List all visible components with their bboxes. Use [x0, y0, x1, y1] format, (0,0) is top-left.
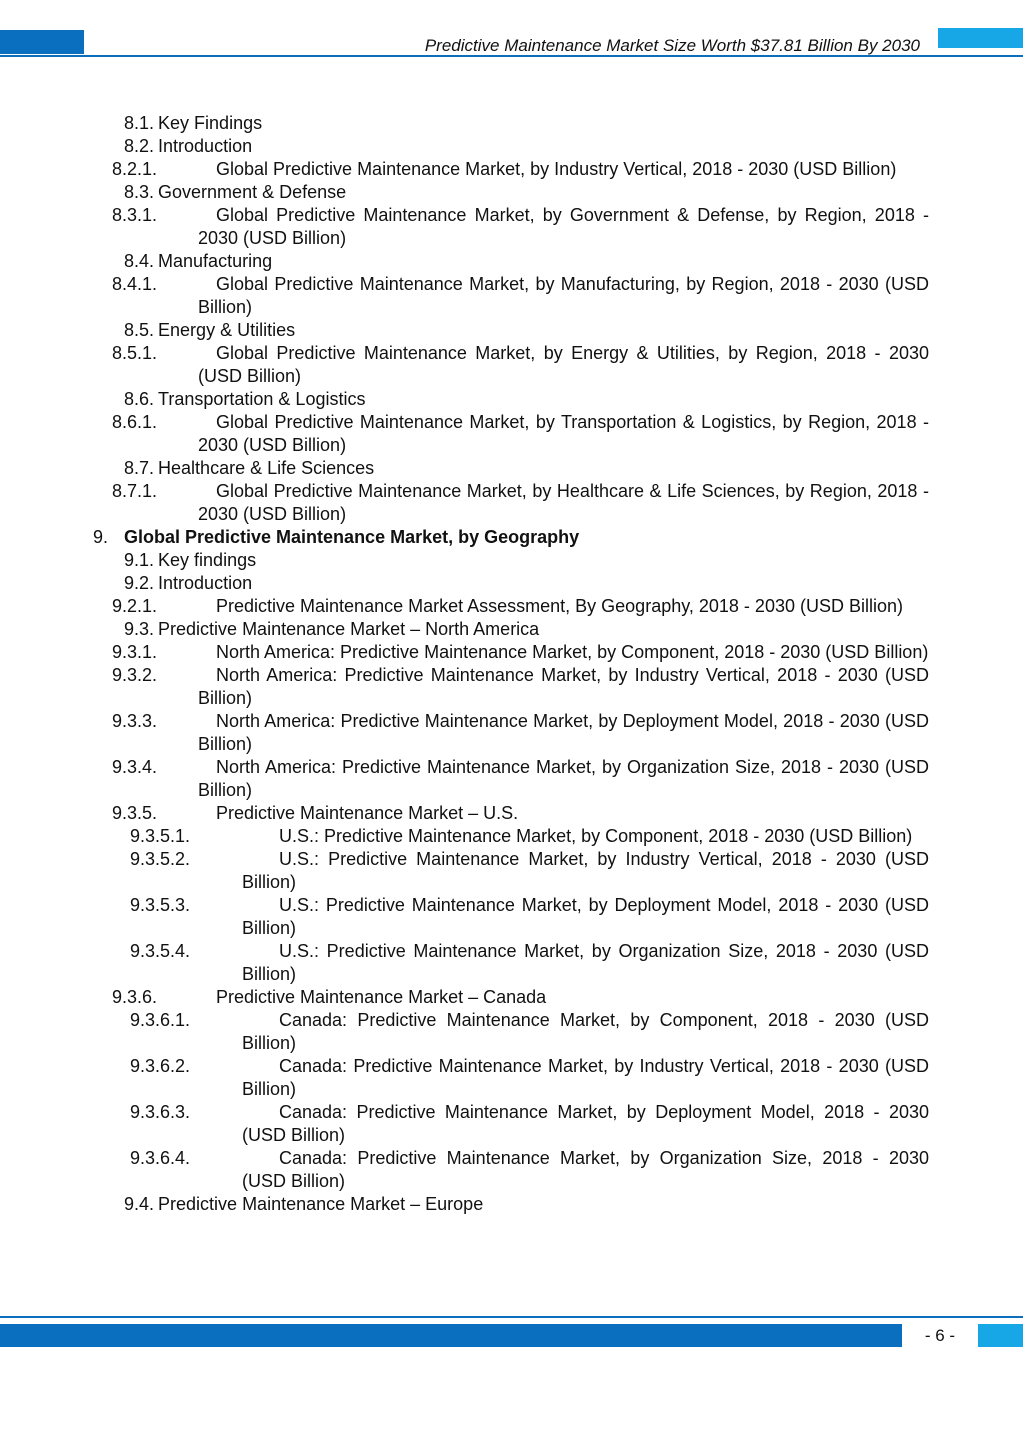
toc-entry-title: Predictive Maintenance Market – North America — [158, 619, 540, 639]
toc-entry-number: 8.3.1. — [112, 205, 158, 225]
toc-entry — [0, 181, 1023, 204]
toc-entry — [0, 572, 1023, 595]
toc-entry-title: Canada: Predictive Maintenance Market, by Industry Vertical, 2018 - 2030 (USD Billion) — [242, 1056, 929, 1099]
toc-entry — [0, 986, 1023, 1009]
toc-entry — [0, 342, 1023, 388]
toc-entry-title: North America: Predictive Maintenance Market, by Deployment Model, 2018 - 2030 (USD Billion) — [198, 711, 929, 754]
toc-entry-number: 8.2.1. — [112, 159, 158, 179]
toc-entry-number: 8.4. — [124, 251, 155, 271]
toc-entry-number: 9.3.5.2. — [130, 849, 191, 869]
toc-entry — [0, 641, 1023, 664]
toc-entry-title: Canada: Predictive Maintenance Market, by Deployment Model, 2018 - 2030 (USD Billion) — [242, 1102, 929, 1145]
toc-entry-title: Introduction — [158, 573, 253, 593]
toc-entry-title: Predictive Maintenance Market Assessment, By Geography, 2018 - 2030 (USD Billion) — [216, 596, 903, 616]
toc-entry-title: Global Predictive Maintenance Market, by Energy & Utilities, by Region, 2018 - 2030 (USD Billion) — [198, 343, 929, 386]
toc-entry-number: 9.3.5. — [112, 803, 158, 823]
toc-entry-title: U.S.: Predictive Maintenance Market, by Industry Vertical, 2018 - 2030 (USD Billion) — [242, 849, 929, 892]
toc-entry — [0, 1055, 1023, 1101]
toc-entry-number: 9.3.2. — [112, 665, 158, 685]
page-number: - 6 - — [924, 1326, 956, 1345]
toc-entry-number: 8.6. — [124, 389, 155, 409]
toc-entry — [0, 480, 1023, 526]
toc-entry-title: U.S.: Predictive Maintenance Market, by Deployment Model, 2018 - 2030 (USD Billion) — [242, 895, 929, 938]
toc-entry-title: Global Predictive Maintenance Market, by Transportation & Logistics, by Region, 2018 - 2030 (USD Billion) — [198, 412, 929, 455]
toc-entry-number: 9. — [93, 527, 109, 547]
toc-entry-number: 9.3.6.4. — [130, 1148, 191, 1168]
toc-entry-title: Predictive Maintenance Market – Europe — [158, 1194, 484, 1214]
toc-entry-number: 9.3.1. — [112, 642, 158, 662]
toc-entry — [0, 825, 1023, 848]
toc-entry — [0, 273, 1023, 319]
header-accent-left — [0, 30, 84, 54]
toc-entry-number: 9.2.1. — [112, 596, 158, 616]
toc-entry-title: Global Predictive Maintenance Market, by Government & Defense, by Region, 2018 - 2030 (USD Billion) — [198, 205, 929, 248]
toc-entry-title: Transportation & Logistics — [158, 389, 366, 409]
toc-entry-title: Canada: Predictive Maintenance Market, by Organization Size, 2018 - 2030 (USD Billion) — [242, 1148, 929, 1191]
toc-entry — [0, 802, 1023, 825]
toc-entry — [0, 756, 1023, 802]
toc-entry-number: 8.4.1. — [112, 274, 158, 294]
table-of-contents — [0, 112, 1023, 1216]
toc-entry-number: 9.1. — [124, 550, 155, 570]
toc-entry — [0, 848, 1023, 894]
toc-entry-number: 9.3.6.3. — [130, 1102, 191, 1122]
toc-entry — [0, 457, 1023, 480]
toc-entry-number: 9.3.3. — [112, 711, 158, 731]
toc-entry — [0, 135, 1023, 158]
footer-accent-bar — [0, 1324, 902, 1347]
toc-entry-title: Introduction — [158, 136, 253, 156]
header-accent-right — [938, 28, 1023, 48]
toc-entry-title: Global Predictive Maintenance Market, by Geography — [124, 527, 580, 547]
toc-entry-number: 8.7. — [124, 458, 155, 478]
toc-entry-title: Global Predictive Maintenance Market, by Industry Vertical, 2018 - 2030 (USD Billion) — [216, 159, 897, 179]
toc-entry — [0, 319, 1023, 342]
header-rule — [0, 55, 1023, 57]
toc-entry-number: 8.1. — [124, 113, 155, 133]
toc-entry-number: 9.3.5.3. — [130, 895, 191, 915]
footer-rule — [0, 1316, 1023, 1318]
toc-entry-number: 9.3. — [124, 619, 155, 639]
toc-entry-number: 9.3.6. — [112, 987, 158, 1007]
toc-entry-title: North America: Predictive Maintenance Market, by Component, 2018 - 2030 (USD Billion) — [216, 642, 929, 662]
toc-entry-title: North America: Predictive Maintenance Market, by Industry Vertical, 2018 - 2030 (USD Billion) — [198, 665, 929, 708]
toc-entry — [0, 112, 1023, 135]
toc-entry-title: Manufacturing — [158, 251, 273, 271]
toc-entry — [0, 595, 1023, 618]
toc-entry-number: 9.3.6.2. — [130, 1056, 191, 1076]
toc-entry-number: 8.2. — [124, 136, 155, 156]
toc-entry — [0, 940, 1023, 986]
toc-entry — [0, 1009, 1023, 1055]
toc-entry-title: U.S.: Predictive Maintenance Market, by Organization Size, 2018 - 2030 (USD Billion) — [242, 941, 929, 984]
toc-entry — [0, 388, 1023, 411]
toc-entry-title: Global Predictive Maintenance Market, by Manufacturing, by Region, 2018 - 2030 (USD Billion) — [198, 274, 929, 317]
toc-entry — [0, 1147, 1023, 1193]
toc-entry-title: Global Predictive Maintenance Market, by Healthcare & Life Sciences, by Region, 2018 - 2030 (USD Billion) — [198, 481, 929, 524]
toc-entry-title: Government & Defense — [158, 182, 347, 202]
toc-entry — [0, 710, 1023, 756]
toc-entry-number: 8.7.1. — [112, 481, 158, 501]
toc-entry-title: U.S.: Predictive Maintenance Market, by Component, 2018 - 2030 (USD Billion) — [279, 826, 913, 846]
toc-chapter-heading — [0, 526, 1023, 549]
toc-entry-number: 9.2. — [124, 573, 155, 593]
toc-entry-title: Energy & Utilities — [158, 320, 296, 340]
toc-entry — [0, 250, 1023, 273]
toc-entry-number: 9.3.5.4. — [130, 941, 191, 961]
toc-entry — [0, 894, 1023, 940]
toc-entry-number: 8.3. — [124, 182, 155, 202]
toc-entry-title: Canada: Predictive Maintenance Market, by Component, 2018 - 2030 (USD Billion) — [242, 1010, 929, 1053]
toc-entry-title: Predictive Maintenance Market – U.S. — [216, 803, 519, 823]
toc-entry-title: Key Findings — [158, 113, 263, 133]
footer-accent-right — [978, 1324, 1023, 1347]
toc-entry-title: Key findings — [158, 550, 257, 570]
toc-entry-number: 9.3.4. — [112, 757, 158, 777]
toc-entry-number: 9.3.5.1. — [130, 826, 191, 846]
toc-entry-number: 8.6.1. — [112, 412, 158, 432]
toc-entry-number: 8.5. — [124, 320, 155, 340]
toc-entry — [0, 549, 1023, 572]
toc-entry — [0, 158, 1023, 181]
toc-entry-title: North America: Predictive Maintenance Market, by Organization Size, 2018 - 2030 (USD Billion) — [198, 757, 929, 800]
toc-entry — [0, 411, 1023, 457]
toc-entry-title: Predictive Maintenance Market – Canada — [216, 987, 547, 1007]
toc-entry — [0, 664, 1023, 710]
toc-entry — [0, 204, 1023, 250]
toc-entry-number: 9.3.6.1. — [130, 1010, 191, 1030]
toc-entry — [0, 1193, 1023, 1216]
toc-entry-number: 9.4. — [124, 1194, 155, 1214]
toc-entry-number: 8.5.1. — [112, 343, 158, 363]
toc-entry — [0, 1101, 1023, 1147]
toc-entry — [0, 618, 1023, 641]
page-header-title: Predictive Maintenance Market Size Worth $37.81 Billion By 2030 — [424, 36, 920, 55]
toc-entry-title: Healthcare & Life Sciences — [158, 458, 375, 478]
